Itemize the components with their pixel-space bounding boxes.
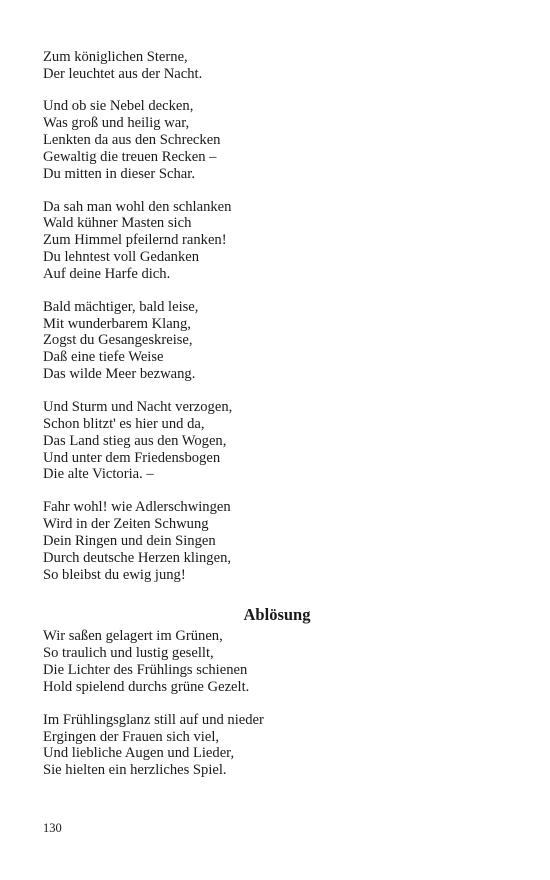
verse-line: Sie hielten ein herzliches Spiel. <box>43 762 227 779</box>
verse-line: Da sah man wohl den schlanken <box>43 198 232 215</box>
verse-line: Lenkten da aus den Schrecken <box>43 132 221 149</box>
verse-line: Dein Ringen und dein Singen <box>43 532 216 549</box>
stanza <box>43 399 503 484</box>
verse-line: Schon blitzt' es hier und da, <box>43 415 205 432</box>
verse-line: Und ob sie Nebel decken, <box>43 98 194 115</box>
page-number: 130 <box>43 821 62 835</box>
verse-line: Durch deutsche Herzen klingen, <box>43 549 232 566</box>
verse-line: Was groß und heilig war, <box>43 115 190 132</box>
verse-line: Ergingen der Frauen sich viel, <box>43 728 220 745</box>
verse-line: Daß eine tiefe Weise <box>43 349 164 366</box>
verse-line: So bleibst du ewig jung! <box>43 566 186 583</box>
verse-line: Im Frühlingsglanz still auf und nieder <box>43 711 264 728</box>
verse-line: Wird in der Zeiten Schwung <box>43 515 209 532</box>
verse-line: Fahr wohl! wie Adlerschwingen <box>43 498 231 515</box>
verse-line: Der leuchtet aus der Nacht. <box>43 65 203 82</box>
verse-line: Gewaltig die treuen Recken – <box>43 149 217 166</box>
stanza <box>43 199 503 284</box>
stanza <box>43 98 503 183</box>
stanza <box>43 49 503 83</box>
stanza <box>43 712 503 780</box>
verse-line: Und liebliche Augen und Lieder, <box>43 745 235 762</box>
verse-line: So traulich und lustig gesellt, <box>43 645 214 662</box>
verse-line: Hold spielend durchs grüne Gezelt. <box>43 679 250 696</box>
verse-line: Zum königlichen Sterne, <box>43 49 188 65</box>
stanza <box>43 628 503 696</box>
verse-line: Die Lichter des Frühlings schienen <box>43 662 248 679</box>
verse-line: Das Land stieg aus den Wogen, <box>43 432 227 449</box>
verse-line: Zum Himmel pfeilernd ranken! <box>43 232 227 249</box>
verse-line: Bald mächtiger, bald leise, <box>43 298 199 315</box>
verse-line: Wir saßen gelagert im Grünen, <box>43 628 223 645</box>
verse-line: Zogst du Gesangeskreise, <box>43 332 193 349</box>
verse-line: Die alte Victoria. – <box>43 466 154 483</box>
poem-title: Ablösung <box>243 605 311 625</box>
verse-line: Und Sturm und Nacht verzogen, <box>43 398 233 415</box>
verse-line: Du mitten in dieser Schar. <box>43 166 195 183</box>
verse-line: Du lehntest voll Gedanken <box>43 249 200 266</box>
verse-line: Auf deine Harfe dich. <box>43 266 171 283</box>
stanza <box>43 499 503 584</box>
page-body <box>43 49 503 795</box>
verse-line: Wald kühner Masten sich <box>43 215 192 232</box>
verse-line: Mit wunderbarem Klang, <box>43 315 191 332</box>
stanza <box>43 299 503 384</box>
poem-ablosung <box>43 628 503 779</box>
verse-line: Und unter dem Friedensbogen <box>43 449 221 466</box>
poem-continued <box>43 49 503 583</box>
verse-line: Das wilde Meer bezwang. <box>43 366 196 383</box>
